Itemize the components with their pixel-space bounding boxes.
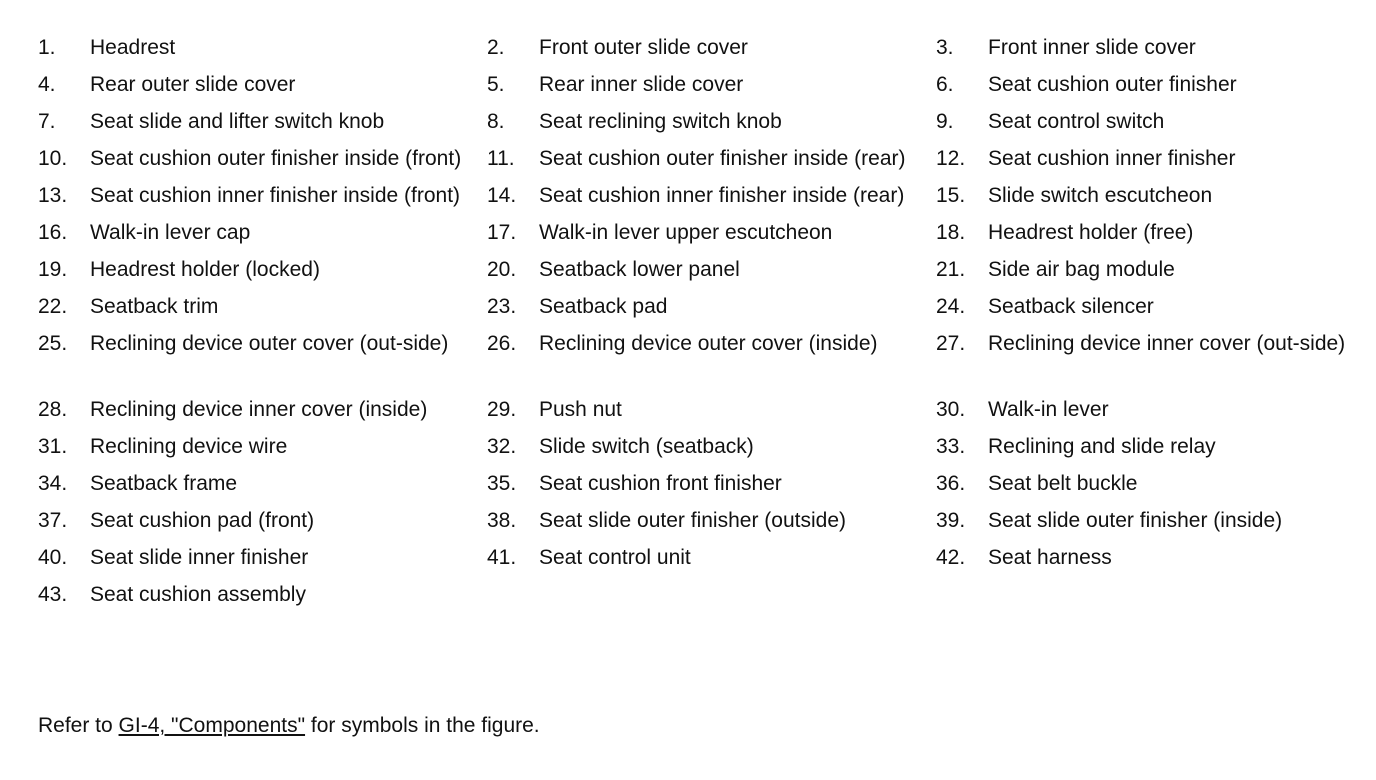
- legend-item: [38, 215, 487, 252]
- legend-item-number: 38.: [487, 509, 517, 532]
- legend-item: [487, 466, 936, 503]
- legend-item-label: Walk-in lever cap: [90, 221, 251, 244]
- legend-item: [38, 178, 487, 215]
- legend-item-label: Seatback lower panel: [539, 258, 740, 281]
- legend-item-number: 3.: [936, 36, 954, 59]
- legend-item: [487, 215, 936, 252]
- legend-item-number: 1.: [38, 36, 56, 59]
- legend-item: [487, 178, 936, 215]
- legend-item-number: 18.: [936, 221, 966, 244]
- legend-item: [936, 326, 1358, 392]
- legend-item-number: 42.: [936, 546, 966, 569]
- legend-item-number: 39.: [936, 509, 966, 532]
- legend-item: [487, 326, 936, 392]
- legend-item-number: 37.: [38, 509, 68, 532]
- legend-item-label: Seatback trim: [90, 295, 219, 318]
- legend-item-label: Seat cushion assembly: [90, 583, 306, 606]
- components-reference-link[interactable]: GI-4, "Components": [118, 714, 306, 737]
- legend-item-label: Reclining device outer cover (inside): [539, 332, 878, 355]
- legend-item-number: 7.: [38, 110, 56, 133]
- legend-item-number: 29.: [487, 398, 517, 421]
- legend-item-number: 31.: [38, 435, 68, 458]
- legend-item-label: Headrest holder (free): [988, 221, 1194, 244]
- legend-item: [38, 326, 487, 392]
- legend-item-label: Seat cushion inner finisher inside (rear): [539, 184, 905, 207]
- legend-item-number: 32.: [487, 435, 517, 458]
- legend-item: [38, 429, 487, 466]
- legend-item: [38, 466, 487, 503]
- legend-item-number: 2.: [487, 36, 505, 59]
- legend-item: [38, 577, 487, 614]
- legend-item-number: 11.: [487, 147, 515, 170]
- legend-item-number: 8.: [487, 110, 505, 133]
- legend-item: [936, 141, 1358, 178]
- legend-item-number: 25.: [38, 332, 68, 355]
- legend-item: [936, 540, 1358, 577]
- note-prefix: Refer to: [38, 714, 119, 737]
- legend-item: [936, 429, 1358, 466]
- legend-item-label: Seat cushion outer finisher: [988, 73, 1237, 96]
- legend-item-label: Seat cushion outer finisher inside (rear): [539, 147, 906, 170]
- legend-item: [487, 392, 936, 429]
- legend-item: [487, 141, 936, 178]
- legend-item-number: 23.: [487, 295, 517, 318]
- legend-item-label: Seat cushion outer finisher inside (front): [90, 147, 462, 170]
- legend-item-number: 19.: [38, 258, 68, 281]
- legend-item-label: Seatback silencer: [988, 295, 1154, 318]
- legend-item-number: 43.: [38, 583, 68, 606]
- legend-item-number: 34.: [38, 472, 68, 495]
- legend-item-label: Slide switch escutcheon: [988, 184, 1213, 207]
- legend-item-label: Seat control unit: [539, 546, 691, 569]
- legend-item-label: Rear inner slide cover: [539, 73, 744, 96]
- legend-item-number: 15.: [936, 184, 966, 207]
- legend-item: [936, 466, 1358, 503]
- legend-item: [38, 540, 487, 577]
- legend-item-label: Walk-in lever upper escutcheon: [539, 221, 833, 244]
- legend-item-label: Seat slide and lifter switch knob: [90, 110, 385, 133]
- legend-item-number: 36.: [936, 472, 966, 495]
- legend-item: [38, 104, 487, 141]
- note-suffix: for symbols in the figure.: [305, 714, 540, 737]
- legend-item-number: 20.: [487, 258, 517, 281]
- legend-item: [936, 289, 1358, 326]
- legend-item: [936, 67, 1358, 104]
- reference-note: [38, 711, 540, 740]
- legend-item: [936, 30, 1358, 67]
- legend-item-label: Front inner slide cover: [988, 36, 1196, 59]
- legend-item-label: Slide switch (seatback): [539, 435, 754, 458]
- legend-item: [487, 540, 936, 577]
- legend-item-number: 9.: [936, 110, 954, 133]
- legend-item-number: 41.: [487, 546, 517, 569]
- legend-item: [936, 215, 1358, 252]
- legend-item-number: 5.: [487, 73, 505, 96]
- legend-item: [936, 252, 1358, 289]
- legend-item-label: Reclining and slide relay: [988, 435, 1216, 458]
- legend-item-label: Seatback pad: [539, 295, 668, 318]
- legend-item-label: Seat slide inner finisher: [90, 546, 309, 569]
- legend-item-label: Seat cushion inner finisher inside (front): [90, 184, 461, 207]
- legend-item-number: 21.: [936, 258, 966, 281]
- legend-item: [38, 141, 487, 178]
- legend-item-label: Seat control switch: [988, 110, 1165, 133]
- legend-item: [936, 392, 1358, 429]
- legend-item-number: 14.: [487, 184, 517, 207]
- legend-item-number: 26.: [487, 332, 517, 355]
- legend-item-number: 30.: [936, 398, 966, 421]
- legend-item-number: 28.: [38, 398, 68, 421]
- legend-item-number: 16.: [38, 221, 68, 244]
- legend-item-number: 33.: [936, 435, 966, 458]
- legend-item-label: Headrest: [90, 36, 176, 59]
- legend-item-number: 24.: [936, 295, 966, 318]
- legend-item-number: 12.: [936, 147, 966, 170]
- legend-item-label: Front outer slide cover: [539, 36, 748, 59]
- legend-item-number: 22.: [38, 295, 68, 318]
- legend-item-number: 13.: [38, 184, 68, 207]
- legend-item-label: Reclining device outer cover (out-side): [90, 332, 449, 355]
- legend-item: [936, 104, 1358, 141]
- legend-item-label: Seat cushion pad (front): [90, 509, 315, 532]
- legend-item: [487, 104, 936, 141]
- legend-item-number: 35.: [487, 472, 517, 495]
- legend-item-number: 27.: [936, 332, 966, 355]
- legend-item-label: Seat harness: [988, 546, 1112, 569]
- legend-item-number: 4.: [38, 73, 56, 96]
- legend-item: [487, 30, 936, 67]
- legend-item-label: Seat reclining switch knob: [539, 110, 782, 133]
- legend-item-label: Reclining device wire: [90, 435, 288, 458]
- legend-item: [487, 503, 936, 540]
- legend-item-label: Reclining device inner cover (inside): [90, 398, 428, 421]
- legend-item-label: Seat belt buckle: [988, 472, 1138, 495]
- legend-item: [38, 289, 487, 326]
- legend-item-label: Seat cushion inner finisher: [988, 147, 1236, 170]
- legend-item: [936, 178, 1358, 215]
- legend-item-label: Seatback frame: [90, 472, 238, 495]
- legend-item-label: Seat slide outer finisher (outside): [539, 509, 846, 532]
- legend-item-number: 40.: [38, 546, 68, 569]
- legend-item-number: 17.: [487, 221, 517, 244]
- legend-item: [487, 67, 936, 104]
- legend-item-number: 10.: [38, 147, 68, 170]
- legend-item: [936, 503, 1358, 540]
- legend-item-label: Walk-in lever: [988, 398, 1109, 421]
- legend-item-label: Headrest holder (locked): [90, 258, 320, 281]
- legend-item: [487, 429, 936, 466]
- legend-item: [38, 503, 487, 540]
- legend-item: [38, 392, 487, 429]
- legend-item-label: Side air bag module: [988, 258, 1175, 281]
- component-legend: [38, 30, 1358, 614]
- legend-item-label: Seat slide outer finisher (inside): [988, 509, 1283, 532]
- legend-item-label: Seat cushion front finisher: [539, 472, 782, 495]
- legend-item-label: Rear outer slide cover: [90, 73, 296, 96]
- legend-item: [38, 67, 487, 104]
- legend-item: [487, 252, 936, 289]
- legend-item: [487, 289, 936, 326]
- legend-item-number: 6.: [936, 73, 954, 96]
- legend-item: [38, 30, 487, 67]
- legend-item-label: Push nut: [539, 398, 622, 421]
- legend-item: [38, 252, 487, 289]
- legend-item-label: Reclining device inner cover (out-side): [988, 332, 1346, 355]
